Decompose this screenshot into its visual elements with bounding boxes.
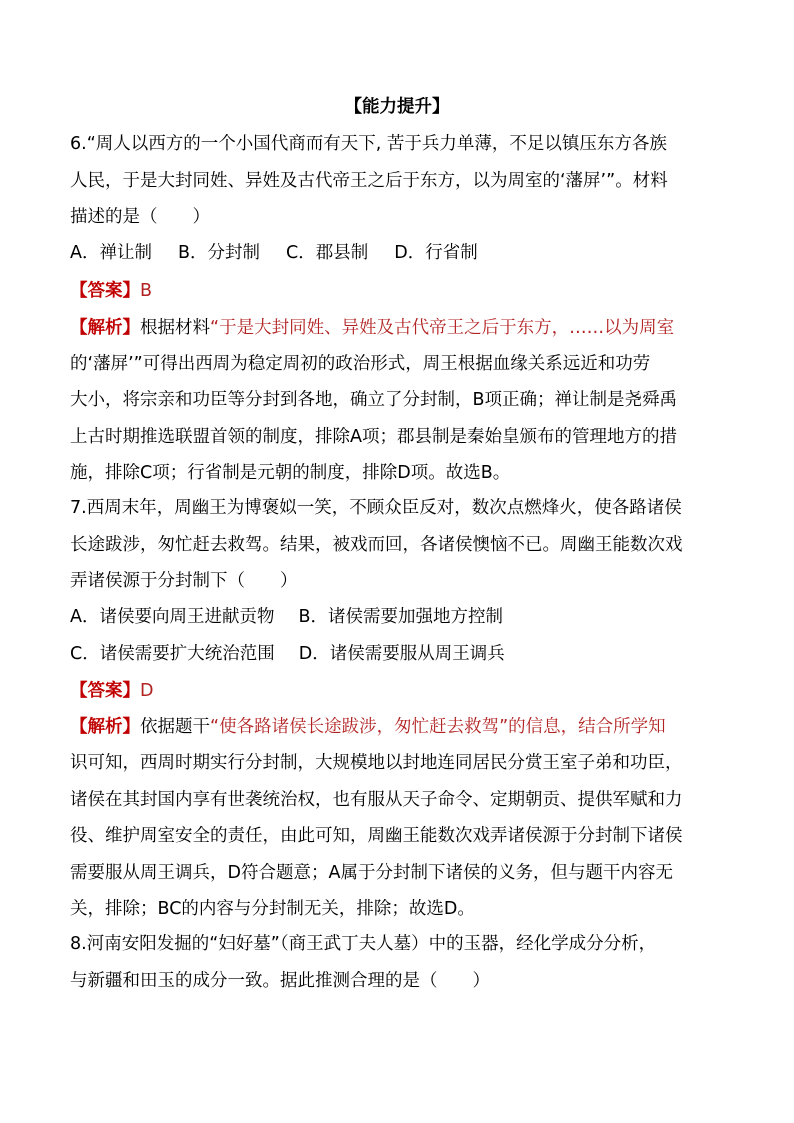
q6-analysis-line5: 施，排除C项；行省制是元朝的制度，排除D项。故选B。: [70, 463, 511, 483]
q6-stem-line3: 描述的是（ ）: [70, 207, 210, 227]
q7-analysis-quote: “使各路诸侯长途跋涉，匆忙赶去救驾”的信息，结合所学知: [210, 717, 666, 737]
q7-answer-label: 【答案】: [70, 681, 140, 701]
q6-analysis-text: 根据材料: [140, 318, 210, 338]
q6-answer-label: 【答案】: [70, 281, 140, 301]
q7-answer-value: D: [140, 681, 154, 701]
q7-stem-line3: 弄诸侯源于分封制下（ ）: [70, 571, 298, 591]
q6-stem-line2: 人民，于是大封同姓、异姓及古代帝王之后于东方，以为周室的‘藩屏’”。材料: [70, 171, 668, 191]
q7-analysis-text: 依据题干: [140, 717, 210, 737]
q6-option-d: D．行省制: [394, 243, 478, 263]
q7-analysis-line4: 役、维护周室安全的责任，由此可知，周幽王能数次戏弄诸侯源于分封制下诸侯: [70, 826, 683, 846]
q7-option-b: B．诸侯需要加强地方控制: [298, 607, 503, 627]
q6-options: [70, 241, 478, 265]
q8-stem-line1: 8.河南安阳发掘的“妇好墓”（商王武丁夫人墓）中的玉器，经化学成分分析，: [70, 934, 657, 954]
q6-analysis-line3: 大小，将宗亲和功臣等分封到各地，确立了分封制，B项正确；禅让制是尧舜禹: [70, 390, 678, 410]
q6-analysis-label: 【解析】: [70, 318, 140, 338]
q6-stem-line1: 6.“周人以西方的一个小国代商而有天下, 苦于兵力单薄，不足以镇压东方各族: [70, 134, 667, 154]
q7-options-row2: [70, 642, 505, 666]
q7-analysis-label: 【解析】: [70, 717, 140, 737]
q7-analysis-line2: 识可知，西周时期实行分封制，大规模地以封地连同居民分赏王室子弟和功臣，: [70, 753, 683, 773]
q6-answer-value: B: [140, 281, 153, 301]
q6-analysis-quote: “于是大封同姓、异姓及古代帝王之后于东方，……以为周室: [210, 318, 675, 338]
q6-option-c: C．郡县制: [286, 243, 369, 263]
q7-analysis-line6: 关，排除；BC的内容与分封制无关，排除；故选D。: [70, 899, 475, 919]
q7-analysis-line1: [70, 715, 666, 739]
q7-analysis-line5: 需要服从周王调兵，D符合题意；A属于分封制下诸侯的义务，但与题干内容无: [70, 863, 673, 883]
q6-analysis-line1: [70, 316, 674, 340]
q6-analysis-line4: 上古时期推选联盟首领的制度，排除A项；郡县制是秦始皇颁布的管理地方的措: [70, 427, 677, 447]
q7-option-d: D．诸侯需要服从周王调兵: [298, 644, 505, 664]
q7-option-a: A．诸侯要向周王进献贡物: [70, 607, 275, 627]
q7-analysis-line3: 诸侯在其封国内享有世袭统治权，也有服从天子命令、定期朝贡、提供军赋和力: [70, 790, 683, 810]
q6-analysis-line2: 的‘藩屏’”可得出西周为稳定周初的政治形式，周王根据血缘关系远近和功劳: [70, 354, 651, 374]
q7-stem-line2: 长途跋涉，匆忙赶去救驾。结果，被戏而回，各诸侯懊恼不已。周幽王能数次戏: [70, 535, 683, 555]
q6-answer: [70, 279, 152, 303]
q7-stem-line1: 7.西周末年，周幽王为博褒姒一笑，不顾众臣反对，数次点燃烽火，使各路诸侯: [70, 498, 682, 518]
q7-answer: [70, 679, 153, 703]
q6-option-a: A．禅让制: [70, 243, 152, 263]
q8-stem-line2: 与新疆和田玉的成分一致。据此推测合理的是（ ）: [70, 971, 490, 991]
q7-options-row1: [70, 605, 503, 629]
q7-option-c: C．诸侯需要扩大统治范围: [70, 644, 275, 664]
section-title: 【能力提升】: [344, 97, 450, 117]
q6-option-b: B．分封制: [177, 243, 260, 263]
